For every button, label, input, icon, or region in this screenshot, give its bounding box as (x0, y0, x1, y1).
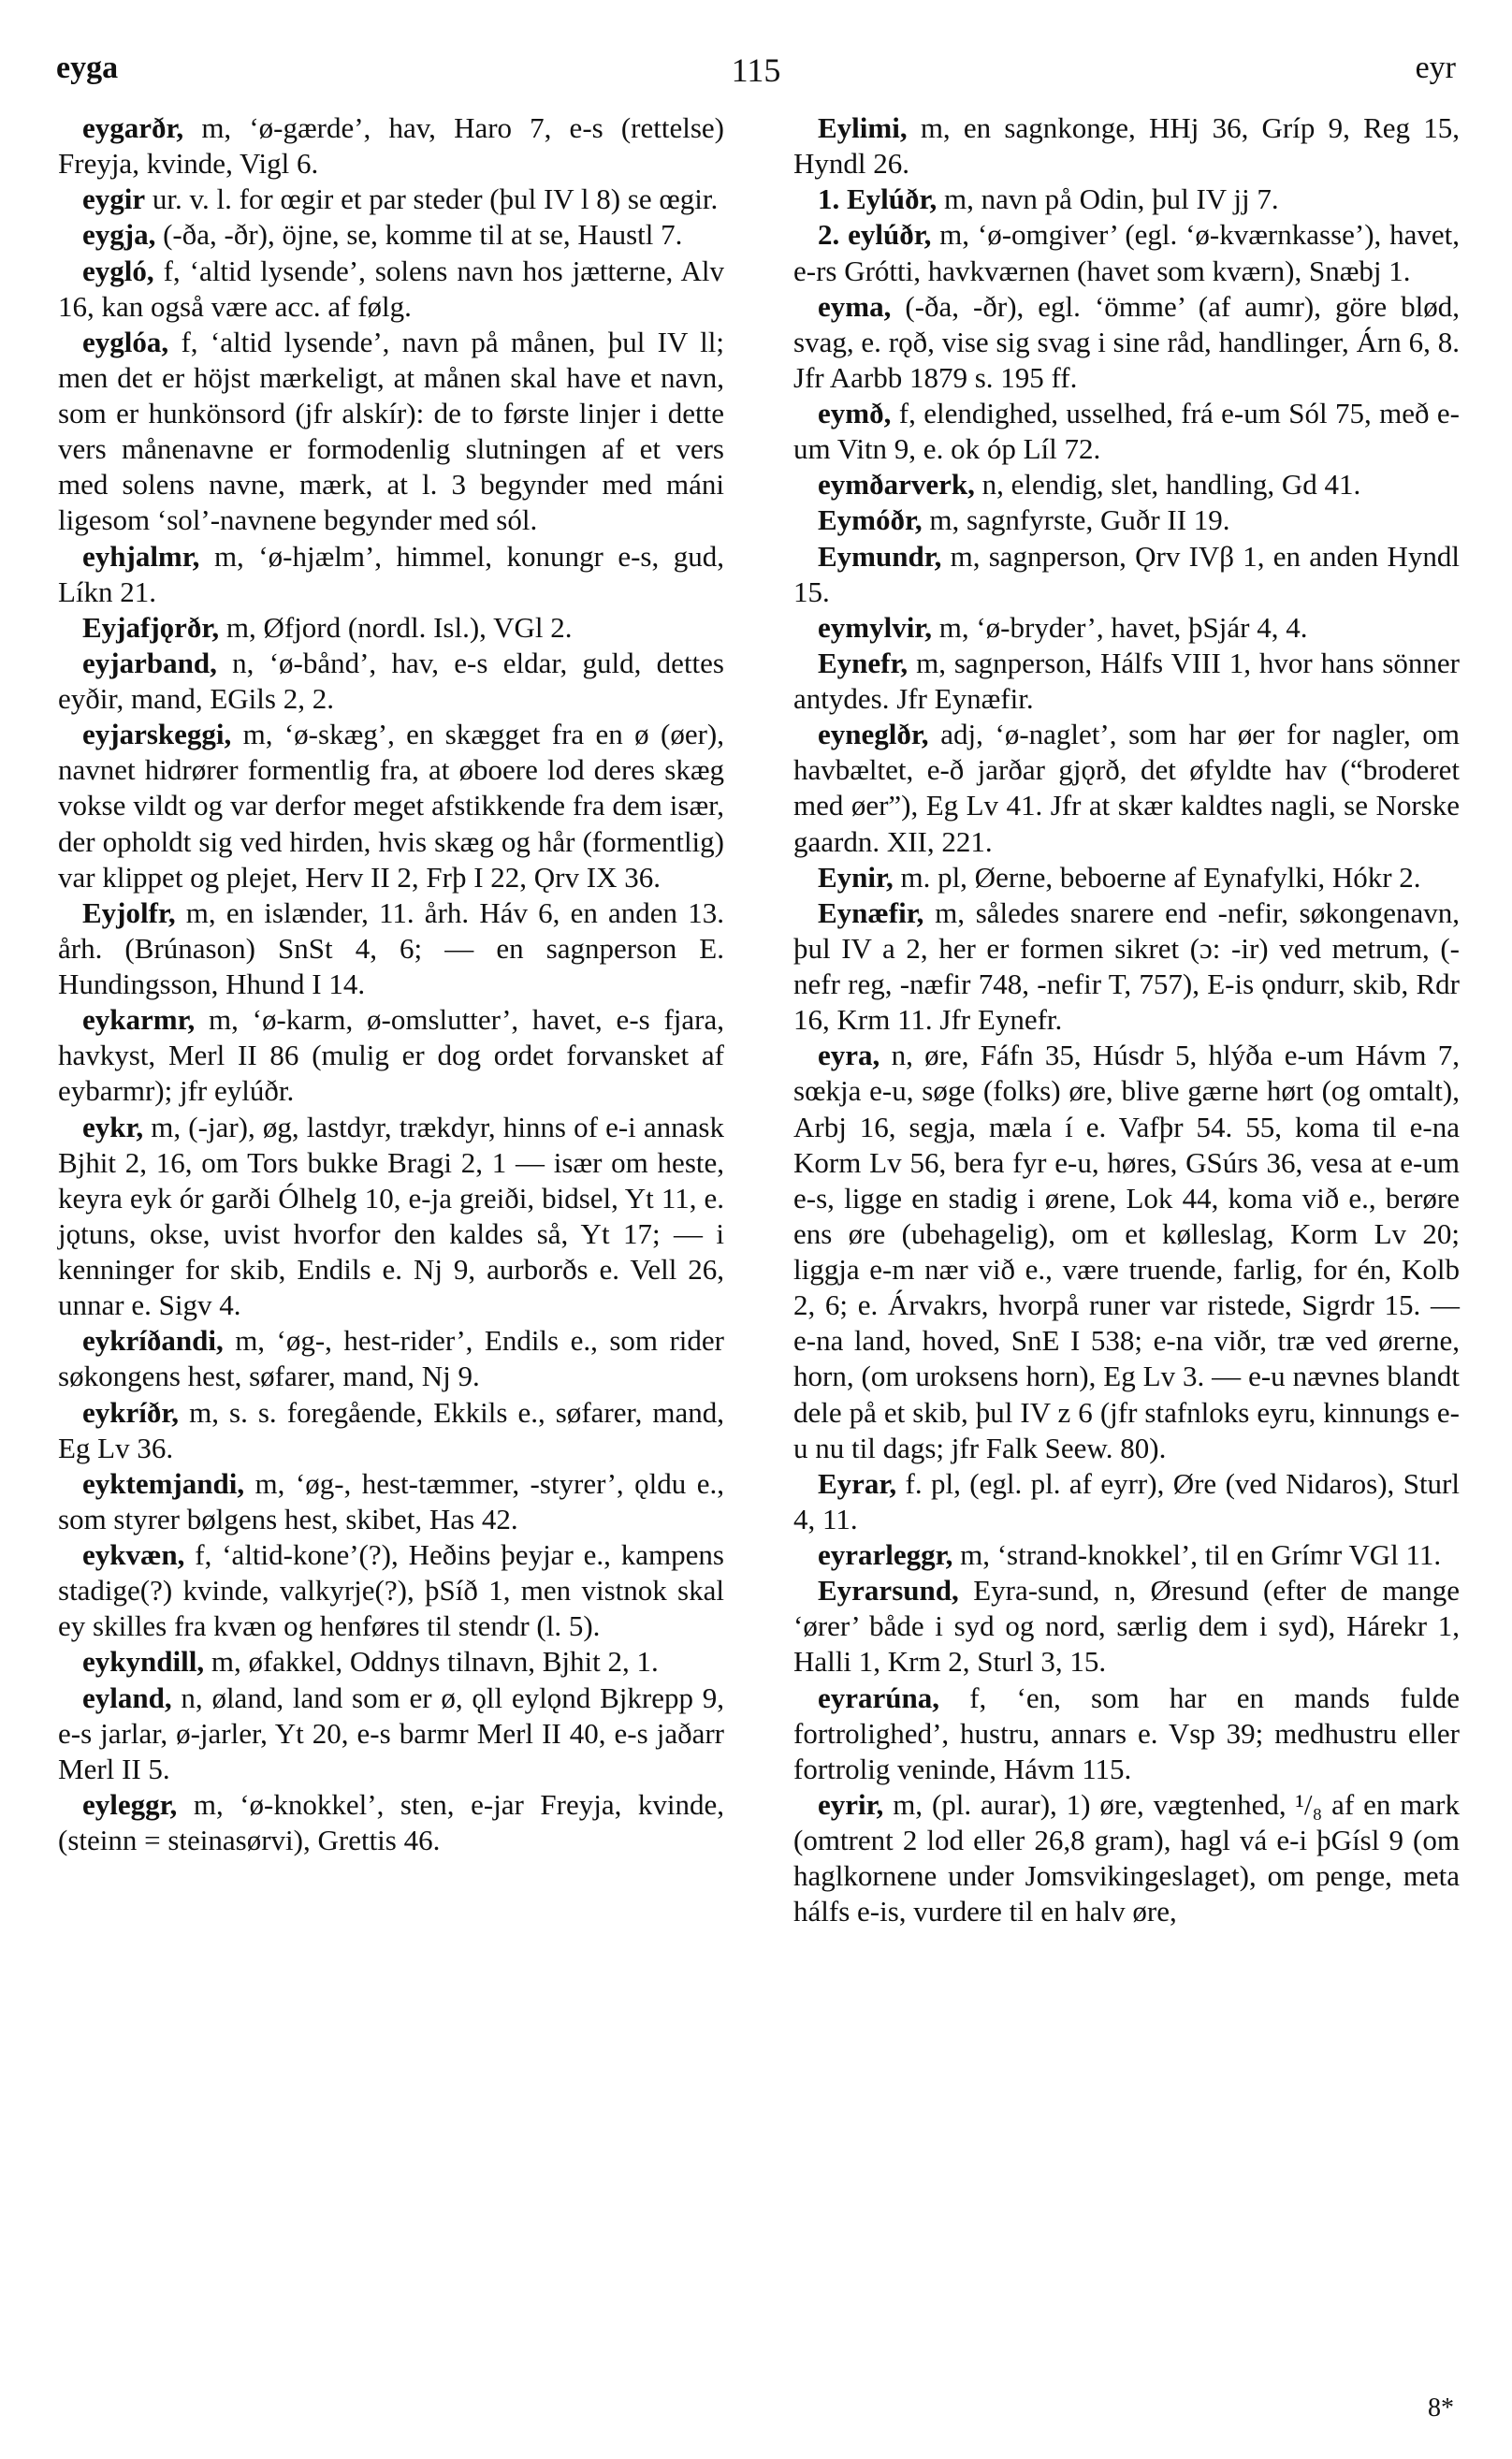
dictionary-entry (58, 325, 724, 539)
entry-definition: m, ‘ø-omgiver’ (egl. ‘ø-kværnkasse’), havet, e-rs Grótti, havkværnen (havet som kværn), Snæbj 1. (793, 218, 1460, 287)
dictionary-entry (58, 110, 724, 182)
dictionary-entry (58, 1681, 724, 1787)
entry-headword: eygir (82, 182, 146, 216)
entry-definition: f, ‘altid lysende’, navn på månen, þul IV ll; men det er höjst mærkeligt, at månen skal have et navn, som er hunkönsord (jfr alskír): de to første linjer i dette vers månenavne er formodenlig slutningen af et vers med solens navne, mærk, at l. 3 begynder med máni ligesom ‘sol’-navnene begynder med sól. (58, 325, 724, 537)
entry-headword: eyrarúna, (818, 1681, 940, 1714)
entry-definition: m, en sagnkonge, HHj 36, Gríp 9, Reg 15, Hyndl 26. (793, 111, 1460, 181)
entry-headword: eyleggr, (82, 1787, 178, 1821)
dictionary-entry (58, 1110, 724, 1324)
right-column (793, 110, 1460, 1929)
entry-definition: f, elendighed, usselhed, frá e-um Sól 75, með e-um Vitn 9, e. ok óp Líl 72. (793, 397, 1460, 466)
dictionary-entry (793, 1573, 1460, 1680)
entry-definition: m, (-jar), øg, lastdyr, trækdyr, hinns of e-i annask Bjhit 2, 16, om Tors bukke Bragi 2, 1 — især om heste, keyra eyk ór garði Ólhelg 10, e-ja greiði, bidsel, Yt 11, e. jǫtuns, okse, uvist hvorfor den kaldes så, Yt 17; — i kenninger for skib, Endils e. Nj 9, aurborðs e. Vell 26, unnar e. Sigv 4. (58, 1110, 724, 1322)
entry-headword: eyhjalmr, (82, 539, 200, 573)
dictionary-entry (793, 289, 1460, 396)
entry-definition: n, ‘ø-bånd’, hav, e-s eldar, guld, dettes eyðir, mand, EGils 2, 2. (58, 646, 724, 715)
dictionary-entry (793, 1466, 1460, 1537)
entry-definition: f, ‘en, som har en mands fulde fortrolighed’, hustru, annars e. Vsp 39; medhustru eller fortrolig veninde, Hávm 115. (793, 1681, 1460, 1785)
dictionary-entry (58, 895, 724, 1002)
sheet-signature: 8* (1428, 2394, 1454, 2423)
entry-headword: Eynefr, (818, 646, 909, 679)
entry-definition: m, ‘ø-bryder’, havet, þSjár 4, 4. (931, 610, 1308, 644)
dictionary-entry (793, 1787, 1460, 1930)
entry-headword: 2. eylúðr, (818, 218, 932, 252)
entry-headword: Eynir, (818, 860, 894, 894)
dictionary-entry (58, 1537, 724, 1644)
entry-definition: m, Øfjord (nordl. Isl.), VGl 2. (219, 610, 573, 644)
entry-definition: m, navn på Odin, þul IV jj 7. (937, 182, 1279, 216)
entry-headword: eyneglðr, (818, 718, 929, 751)
dictionary-entry (793, 646, 1460, 717)
entry-definition: ur. v. l. for œgir et par steder (þul IV l 8) se œgir. (145, 182, 719, 216)
page-number: 115 (731, 51, 781, 89)
entry-definition: m, ‘ø-hjælm’, himmel, konungr e-s, gud, Líkn 21. (58, 539, 724, 608)
entry-definition: n, øre, Fáfn 35, Húsdr 5, hlýða e-um Hávm 7, sœkja e-u, søge (folks) øre, blive gærne hørt (og omtalt), Arbj 16, segja, mæla í e. Vafþr 54. 55, koma til e-na Korm Lv 56, bera fyr e-u, høres, GSúrs 36, vesa at e-um e-s, ligge en stadig i ørene, Lok 44, koma við e., berøre ens øre (ubehagelig), om et kølleslag, Korm Lv 20; liggja e-m nær við e., være truende, farlig, for én, Kolb 2, 6; e. Árvakrs, hvorpå runer var ristede, Sigrdr 15. — e-na land, hoved, SnE I 538; e-na viðr, træ ved ørerne, horn, (om uroksens horn), Eg Lv 3. — e-u nævnes blandt dele på et skib, þul IV z 6 (jfr stafnloks eyru, kinnungs e-u nu til dags; jfr Falk Seew. 80). (793, 1039, 1460, 1464)
entry-headword: eygarðr, (82, 111, 184, 144)
entry-definition: f. pl, (egl. pl. af eyrr), Øre (ved Nidaros), Sturl 4, 11. (793, 1466, 1460, 1535)
entry-definition: m, sagnperson, Hálfs VIII 1, hvor hans sönner antydes. Jfr Eynæfir. (793, 646, 1460, 715)
entry-headword: eymðarverk, (818, 468, 975, 502)
entry-definition: m, ‘øg-, hest-tæmmer, -styrer’, ǫldu e., som styrer bølgens hest, skibet, Has 42. (58, 1466, 724, 1535)
dictionary-entry (793, 717, 1460, 860)
entry-definition: n, øland, land som er ø, ǫll eylǫnd Bjkrepp 9, e-s jarlar, ø-jarler, Yt 20, e-s barmr Merl II 40, e-s jaðarr Merl II 5. (58, 1681, 724, 1785)
dictionary-entry (58, 1323, 724, 1394)
dictionary-entry (58, 182, 724, 217)
entry-definition: m, ‘øg-, hest-rider’, Endils e., som rider søkongens hest, søfarer, mand, Nj 9. (58, 1324, 724, 1393)
entry-definition: m, ‘strand-knokkel’, til en Grímr VGl 11. (952, 1538, 1442, 1571)
entry-headword: eykyndill, (82, 1645, 205, 1679)
entry-headword: eyrir, (818, 1787, 884, 1821)
entry-headword: eyktemjandi, (82, 1466, 245, 1500)
dictionary-entry (58, 717, 724, 895)
page-header (56, 51, 1456, 92)
dictionary-entry (58, 1466, 724, 1537)
entry-headword: eygja, (82, 218, 156, 252)
entry-definition: f, ‘altid-kone’(?), Heðins þeyjar e., kampens stadige(?) kvinde, valkyrje(?), þSíð 1, men vistnok skal ey skilles fra kvæn og henføres til stendr (l. 5). (58, 1538, 724, 1643)
dictionary-entry (793, 217, 1460, 288)
dictionary-entry (793, 110, 1460, 182)
entry-definition: m, sagnfyrste, Guðr II 19. (922, 503, 1230, 537)
dictionary-entry (58, 217, 724, 253)
dictionary-entry (58, 1644, 724, 1680)
dictionary-entry (58, 1002, 724, 1109)
entry-headword: eyrarleggr, (818, 1538, 953, 1571)
dictionary-entry (793, 396, 1460, 467)
dictionary-entry (58, 254, 724, 325)
entry-headword: eyland, (82, 1681, 172, 1714)
entry-headword: Eynæfir, (818, 895, 924, 929)
entry-headword: eykríðandi, (82, 1324, 224, 1358)
entry-headword: eyglóa, (82, 325, 169, 358)
dictionary-entry (793, 182, 1460, 217)
entry-definition: Eyra-sund, n, Øresund (efter de mange ‘ører’ både i syd og nord, særlig dem i syd), Hárekr 1, Halli 1, Krm 2, Sturl 3, 15. (793, 1574, 1460, 1679)
entry-definition: m, ‘ø-gærde’, hav, Harо 7, e-s (rettelse) Freyja, kvinde, Vigl 6. (58, 111, 724, 181)
entry-definition: (-ða, -ðr), öjne, se, komme til at se, Haustl 7. (155, 218, 683, 252)
running-head-left: eyga (56, 51, 119, 85)
entry-headword: 1. Eylúðr, (818, 182, 938, 216)
entry-definition: (-ða, -ðr), egl. ‘ömme’ (af aumr), göre blød, svag, e. rǫð, vise sig svag i sine råd, handlinger, Árn 6, 8. Jfr Aarbb 1879 s. 195 ff. (793, 289, 1460, 394)
entry-definition: m, ‘ø-skæg’, en skægget fra en ø (øer), navnet hidrører formentlig fra, at øboere lod deres skæg vokse vildt og var derfor meget afstikkende fra dem især, der opholdt sig ved hirden, hvis skæg og hår (formentlig) var klippet og plejet, Herv II 2, Frþ I 22, Ǫrv IX 36. (58, 718, 724, 894)
entry-headword: eykr, (82, 1110, 144, 1143)
dictionary-entry (793, 502, 1460, 538)
entry-definition: m, således snarere end -nefir, søkongenavn, þul IV a 2, her er formen sikret (ɔ: -ir) ved metrum, (-nefr reg, -næfir 748, -nefir T, 757), E-is ǫndurr, skib, Rdr 16, Krm 11. Jfr Eynefr. (793, 895, 1460, 1037)
entry-definition: adj, ‘ø-naglet’, som har øer for nagler, om havbæltet, e-ð jarðar gjǫrð, det øfyldte hav (“broderet med øer”), Eg Lv 41. Jfr at skær kaldtes nagli, se Norske gaardn. XII, 221. (793, 718, 1460, 858)
dictionary-entry (58, 646, 724, 717)
dictionary-entry (58, 539, 724, 610)
entry-definition: m, øfakkel, Oddnys tilnavn, Bjhit 2, 1. (204, 1645, 659, 1679)
dictionary-entry (793, 895, 1460, 1039)
dictionary-entry (793, 1038, 1460, 1466)
entry-headword: Eyjafjǫrðr, (82, 610, 220, 644)
entry-definition: n, elendig, slet, handling, Gd 41. (974, 468, 1361, 502)
dictionary-entry (58, 1395, 724, 1466)
entry-definition: m. pl, Øerne, beboerne af Eynafylki, Hókr 2. (893, 860, 1421, 894)
entry-headword: Eyjolfr, (82, 895, 176, 929)
entry-headword: eykvæn, (82, 1538, 185, 1571)
entry-headword: Eylimi, (818, 111, 908, 144)
entry-headword: eyra, (818, 1039, 880, 1072)
entry-headword: Eyrarsund, (818, 1574, 959, 1608)
entry-headword: Eyrar, (818, 1466, 897, 1500)
entry-headword: eykríðr, (82, 1395, 180, 1429)
entry-headword: Eymóðr, (818, 503, 923, 537)
entry-headword: eymylvir, (818, 610, 932, 644)
dictionary-entry (793, 610, 1460, 646)
entry-headword: eymð, (818, 397, 892, 429)
entry-definition: m, en islænder, 11. årh. Háv 6, en anden 13. årh. (Brúnason) SnSt 4, 6; — en sagnperson E. Hundingsson, Hhund I 14. (58, 895, 724, 1000)
entry-definition: m, ‘ø-knokkel’, sten, e-jar Freyja, kvinde, (steinn = steinasørvi), Grettis 46. (58, 1787, 724, 1856)
entry-headword: Eymundr, (818, 539, 942, 573)
dictionary-entry (793, 1537, 1460, 1573)
entry-headword: eyjarband, (82, 646, 217, 679)
entry-definition: f, ‘altid lysende’, solens navn hos jætterne, Alv 16, kan også være acc. af følg. (58, 254, 724, 323)
entry-headword: eyma, (818, 289, 892, 323)
entry-definition: m, (pl. aurar), 1) øre, vægtenhed, ¹/₈ af en mark (omtrent 2 lod eller 26,8 gram), hagl vá e-i þGísl 9 (om haglkornene under Jomsvikingeslaget), om penge, meta hálfs e-is, vurdere til en halv øre, (793, 1787, 1460, 1928)
dictionary-entry (793, 1681, 1460, 1787)
dictionary-entry (58, 610, 724, 646)
entry-definition: m, ‘ø-karm, ø-omslutter’, havet, e-s fjara, havkyst, Merl II 86 (mulig er dog ordet forvansket af eybarmr); jfr eylúðr. (58, 1003, 724, 1108)
dictionary-entry (793, 539, 1460, 610)
dictionary-entry (793, 467, 1460, 502)
entry-definition: m, s. s. foregående, Ekkils e., søfarer, mand, Eg Lv 36. (58, 1395, 724, 1464)
dictionary-entry (58, 1787, 724, 1858)
entry-headword: eygló, (82, 254, 154, 287)
left-column (58, 110, 724, 1858)
dictionary-entry (793, 860, 1460, 895)
entry-headword: eyjarskeggi, (82, 718, 232, 751)
running-head-right: eyr (1415, 51, 1456, 85)
entry-definition: m, sagnperson, Ǫrv IVβ 1, en anden Hyndl 15. (793, 539, 1460, 608)
entry-headword: eykarmr, (82, 1003, 196, 1037)
